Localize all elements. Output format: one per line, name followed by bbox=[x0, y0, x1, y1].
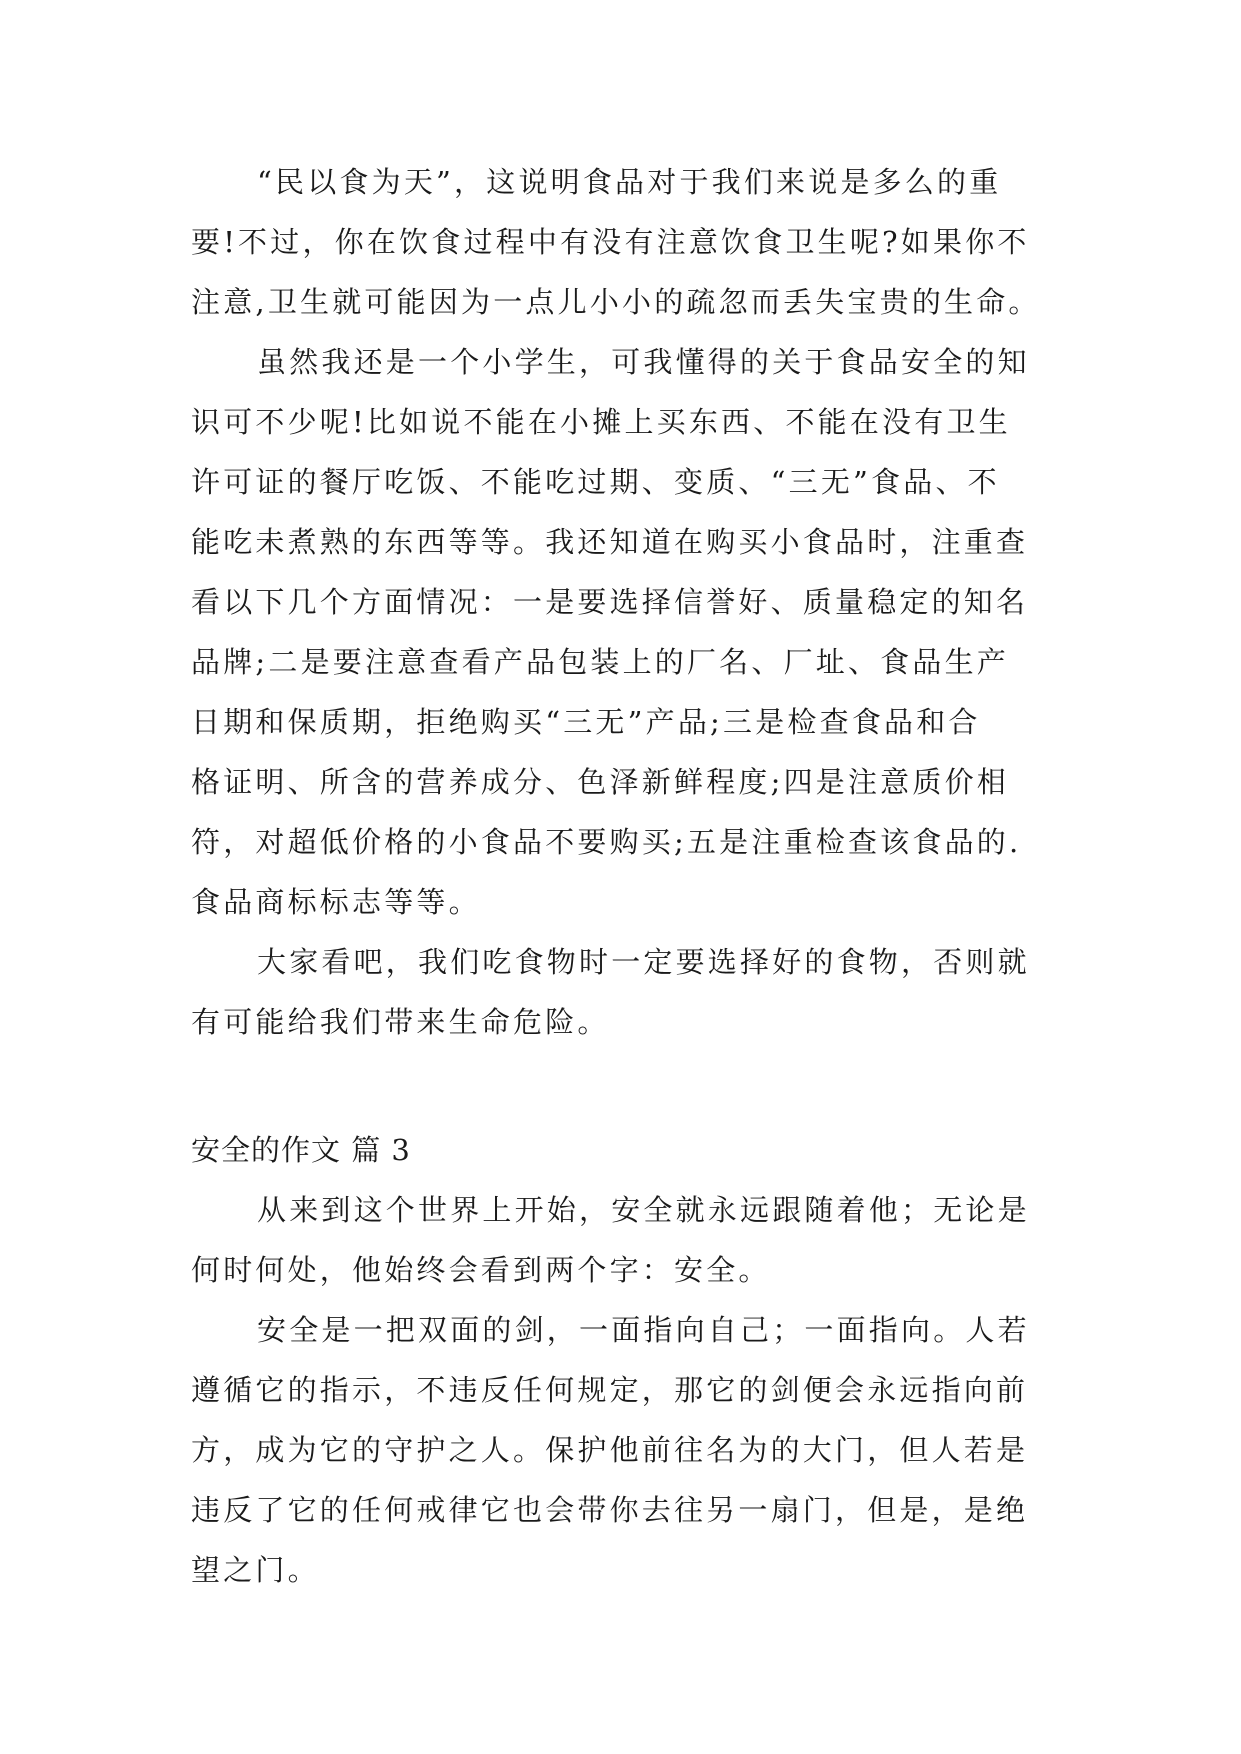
paragraph-line: 符，对超低价格的小食品不要购买;五是注重检查该食品的. bbox=[191, 825, 1022, 859]
paragraph-line: 安全是一把双面的剑，一面指向自己；一面指向。人若 bbox=[257, 1313, 1030, 1347]
paragraph-line: 虽然我还是一个小学生，可我懂得的关于食品安全的知 bbox=[257, 345, 1030, 379]
paragraph-line: 许可证的餐厅吃饭、不能吃过期、变质、“三无”食品、不 bbox=[191, 465, 1000, 499]
section-heading: 安全的作文 篇 3 bbox=[191, 1133, 411, 1167]
paragraph-line: 格证明、所含的营养成分、色泽新鲜程度;四是注意质价相 bbox=[191, 765, 1009, 799]
paragraph-line: 看以下几个方面情况：一是要选择信誉好、质量稳定的知名 bbox=[191, 585, 1029, 619]
paragraph-line: 大家看吧，我们吃食物时一定要选择好的食物，否则就 bbox=[257, 945, 1030, 979]
paragraph-line: 识可不少呢!比如说不能在小摊上买东西、不能在没有卫生 bbox=[191, 405, 1011, 439]
paragraph-line: 品牌;二是要注意查看产品包装上的厂名、厂址、食品生产 bbox=[191, 645, 1009, 679]
paragraph-line: 望之门。 bbox=[191, 1553, 320, 1587]
paragraph-line: 方，成为它的守护之人。保护他前往名为的大门，但人若是 bbox=[191, 1433, 1029, 1467]
paragraph-line: 注意,卫生就可能因为一点儿小小的疏忽而丢失宝贵的生命。 bbox=[191, 285, 1041, 319]
paragraph-line: 有可能给我们带来生命危险。 bbox=[191, 1005, 610, 1039]
paragraph-line: 从来到这个世界上开始，安全就永远跟随着他；无论是 bbox=[257, 1193, 1030, 1227]
paragraph-line: “民以食为天”，这说明食品对于我们来说是多么的重 bbox=[257, 165, 1002, 199]
paragraph-line: 违反了它的任何戒律它也会带你去往另一扇门，但是，是绝 bbox=[191, 1493, 1029, 1527]
paragraph-line: 何时何处，他始终会看到两个字：安全。 bbox=[191, 1253, 771, 1287]
paragraph-line: 日期和保质期，拒绝购买“三无”产品;三是检查食品和合 bbox=[191, 705, 981, 739]
paragraph-line: 能吃未煮熟的东西等等。我还知道在购买小食品时，注重查 bbox=[191, 525, 1029, 559]
paragraph-line: 食品商标标志等等。 bbox=[191, 885, 481, 919]
paragraph-line: 要!不过，你在饮食过程中有没有注意饮食卫生呢?如果你不 bbox=[191, 225, 1030, 259]
paragraph-line: 遵循它的指示，不违反任何规定，那它的剑便会永远指向前 bbox=[191, 1373, 1029, 1407]
